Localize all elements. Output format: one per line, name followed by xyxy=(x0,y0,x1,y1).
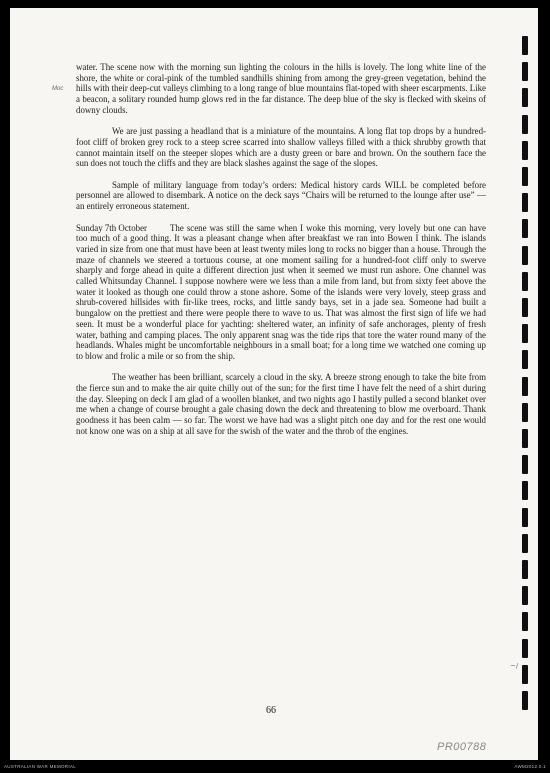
binding-hole xyxy=(522,586,528,605)
binding-hole xyxy=(522,639,528,658)
document-page xyxy=(10,8,538,760)
page-number: 66 xyxy=(266,705,276,716)
binding-hole xyxy=(522,534,528,553)
binding-hole xyxy=(522,167,528,186)
binding-hole xyxy=(522,219,528,238)
paragraph-4 xyxy=(76,223,486,362)
reference-stamp: PR00788 xyxy=(437,741,487,753)
binding-hole xyxy=(522,115,528,134)
binding-hole xyxy=(522,88,528,107)
binding-hole xyxy=(522,508,528,527)
binding-hole xyxy=(522,350,528,369)
paragraph-4-text: The scene was still the same when I woke this morning, very lovely but one can have too much of a good thing. It was a pleasant change when after breakfast we ran into Bowen I think. The islands varied in size from one that must have been at least twenty miles long to rocks no bigger than a house. Through the maze of channels we steered a tortuous course, at one moment sailing for a hundred-foot cliff only to swerve sharply and forge ahead in quite a different direction just when it seemed we must run ashore. One channel was called Whitsunday Channel. I suppose nowhere were we less than a mile from land, but from sixty feet above the water it looked as though one could throw a stone ashore. Some of the islands were very lovely, steep grass and shrub-covered hillsides with fir-like trees, rocks, and little sandy bays, set in a jade sea. Someone had built a bungalow on the prettiest and there were people there to wave to us. That was almost the first sign of life we had seen. It must be a wonderful place for yachting: sheltered water, an infinity of safe anchorages, plenty of fresh water, bathing and camping places. The only apparent snag was the tide rips that tore the water round many of the headlands. Whales might be uncomfortable neighbours in a small boat; for a long time we watched one coming up to blow and frolic a mile or so from the ship. xyxy=(76,222,486,361)
binding-hole xyxy=(522,429,528,448)
binding-hole xyxy=(522,246,528,265)
binding-hole xyxy=(522,272,528,291)
binding-hole xyxy=(522,560,528,579)
paragraph-2: We are just passing a headland that is a miniature of the mountains. A long flat top drops by a hundred-foot cliff of broken grey rock to a steep scree scarred into shallow valleys filled with a thick shrubby growth that cannot maintain itself on the steeper slopes which are a dusty green or bare and brown. On the southern face the sun does not touch the cliffs and they are black slashes against the sage of the slopes. xyxy=(76,126,486,169)
margin-mark: ~/ xyxy=(510,662,519,670)
binding-hole xyxy=(522,612,528,631)
binding-hole xyxy=(522,665,528,684)
binding-hole xyxy=(522,377,528,396)
margin-annotation: Moc xyxy=(52,86,64,92)
binding-hole xyxy=(522,455,528,474)
binding-hole xyxy=(522,298,528,317)
binding-hole xyxy=(522,481,528,500)
binding-hole xyxy=(522,193,528,212)
document-body xyxy=(76,62,486,447)
binding-hole xyxy=(522,324,528,343)
paragraph-1: water. The scene now with the morning sun lighting the colours in the hills is lovely. The long white line of the shore, the white or coral-pink of the tumbled sandhills shining from among the grey-green vegetation, behind the hills with their deep-cut valleys climbing to a long range of blue mountains flat-toped with sheer escarpments. Like a beacon, a solitary rounded hump glows red in the far distance. The deep blue of the sky is flecked with skeins of downy clouds. xyxy=(76,62,486,115)
footer-accession-number: AWM2012.0.1 xyxy=(514,764,546,769)
binding-holes xyxy=(522,36,529,716)
footer-archive-label: AUSTRALIAN WAR MEMORIAL xyxy=(4,764,76,769)
binding-hole xyxy=(522,403,528,422)
diary-date: Sunday 7th October xyxy=(76,222,147,233)
binding-hole xyxy=(522,62,528,81)
paragraph-5: The weather has been brilliant, scarcely a cloud in the sky. A breeze strong enough to take the bite from the fierce sun and to make the air quite chilly out of the sun; for the first time I have felt the need of a shirt during the day. Sleeping on deck I am glad of a woollen blanket, and two nights ago I hastily pulled a second blanket over me when a change of course brought a gale chasing down the deck and threatening to blow me overboard. Thank goodness it has been calm — so far. The worst we have had was a slight pitch one day and for the rest one would not know one was on a ship at all save for the swish of the water and the throb of the engines. xyxy=(76,372,486,436)
binding-hole xyxy=(522,36,528,55)
paragraph-3: Sample of military language from today’s orders: Medical history cards WILL be completed before personnel are allowed to disembark. A notice on the deck says “Chairs will be returned to the lounge after use” — an entirely erroneous statement. xyxy=(76,179,486,212)
binding-hole xyxy=(522,691,528,710)
binding-hole xyxy=(522,141,528,160)
